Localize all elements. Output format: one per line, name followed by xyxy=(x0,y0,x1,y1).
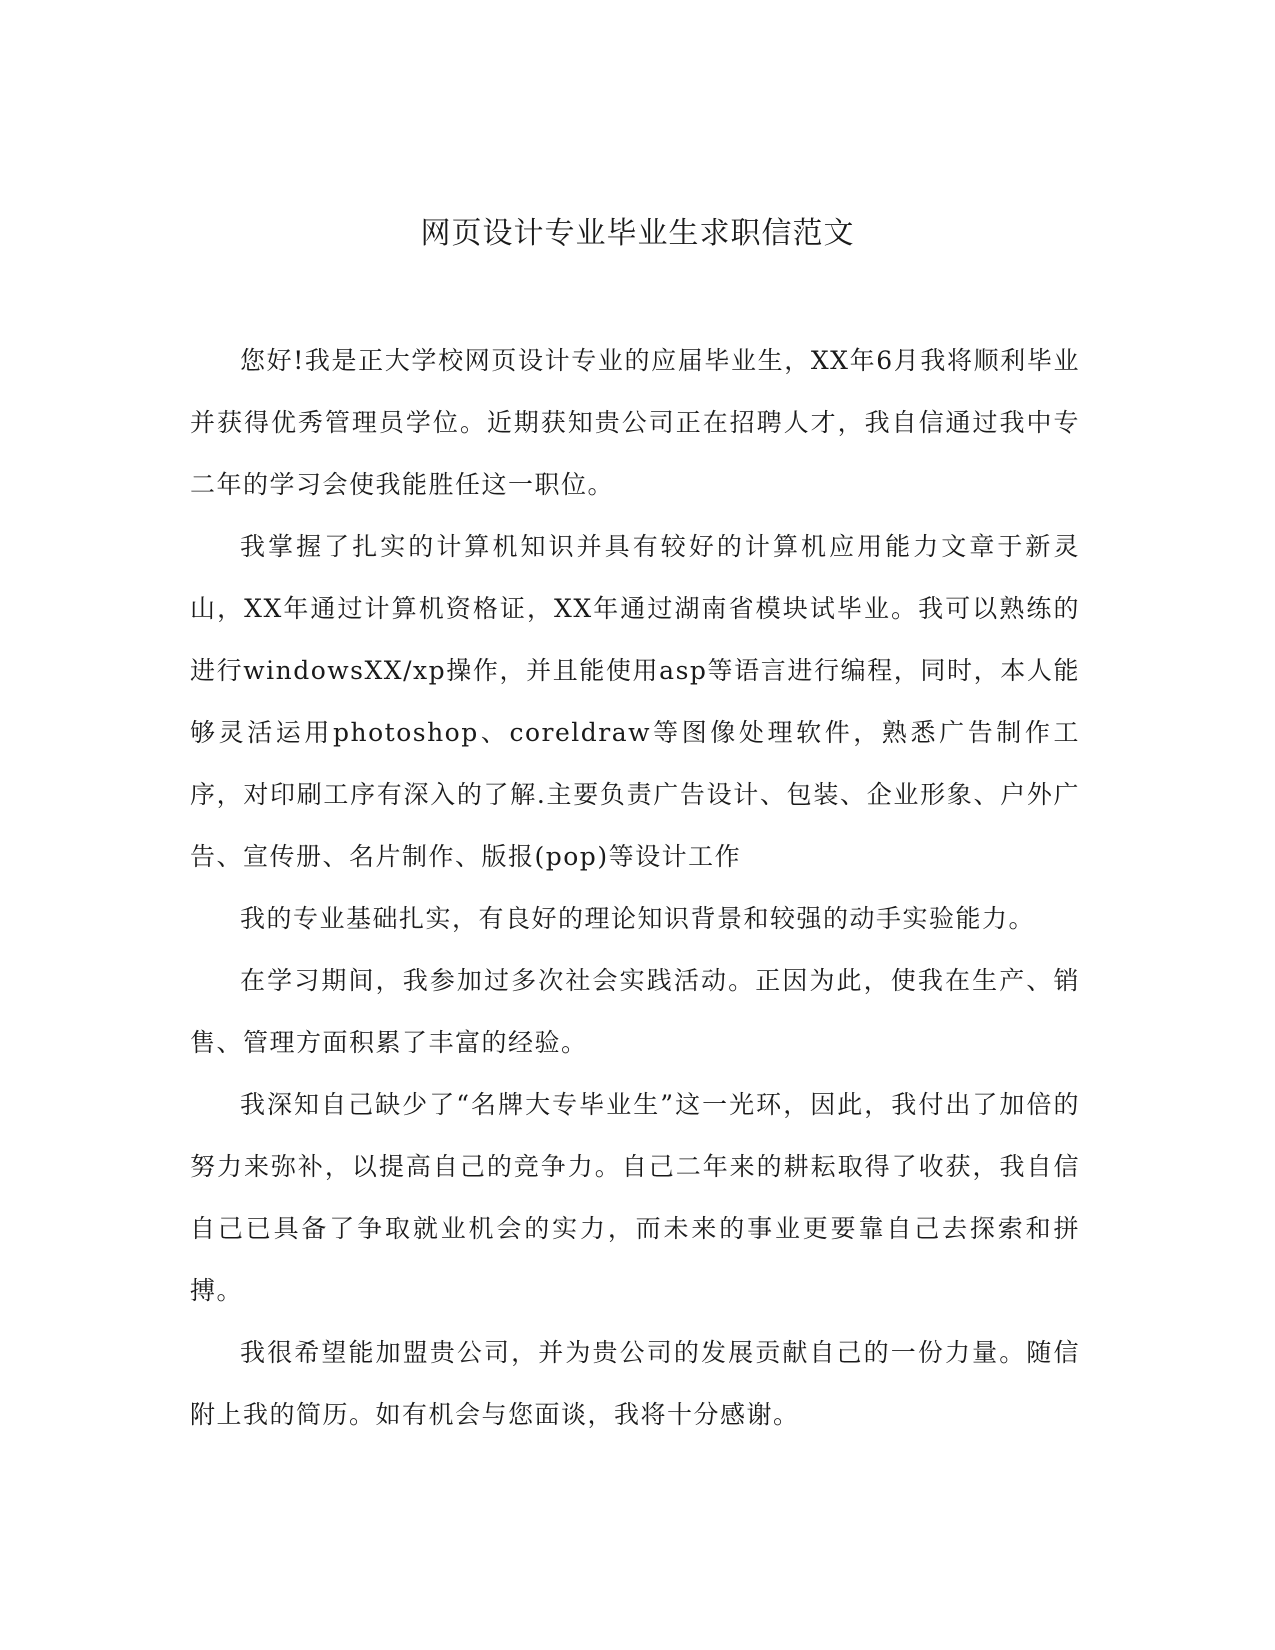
paragraph-foundation: 我的专业基础扎实，有良好的理论知识背景和较强的动手实验能力。 xyxy=(240,904,1036,933)
paragraph-closing: 我很希望能加盟贵公司，并为贵公司的发展贡献自己的一份力量。随信附上我的简历。如有机会与您面谈，我将十分感谢。 xyxy=(190,1338,1080,1429)
paragraph-greeting: 您好!我是正大学校网页设计专业的应届毕业生，XX年6月我将顺利毕业并获得优秀管理员学位。近期获知贵公司正在招聘人才，我自信通过我中专二年的学习会使我能胜任这一职位。 xyxy=(190,346,1080,499)
document-title: 网页设计专业毕业生求职信范文 xyxy=(420,216,855,251)
paragraph-skills: 我掌握了扎实的计算机知识并具有较好的计算机应用能力文章于新灵山，XX年通过计算机资格证，XX年通过湖南省模块试毕业。我可以熟练的进行windowsXX/xp操作，并且能使用asp等语言进行编程，同时，本人能够灵活运用photoshop、coreldraw等图像处理软件，熟悉广告制作工序，对印刷工序有深入的了解.主要负责广告设计、包装、企业形象、户外广告、宣传册、名片制作、版报(pop)等设计工作 xyxy=(190,532,1080,871)
paragraph-effort: 我深知自己缺少了“名牌大专毕业生”这一光环，因此，我付出了加倍的努力来弥补，以提高自己的竞争力。自己二年来的耕耘取得了收获，我自信自己已具备了争取就业机会的实力，而未来的事业更要靠自己去探索和拼搏。 xyxy=(190,1090,1080,1305)
paragraph-practice: 在学习期间，我参加过多次社会实践活动。正因为此，使我在生产、销售、管理方面积累了丰富的经验。 xyxy=(190,966,1080,1057)
letter-body xyxy=(190,330,1080,1446)
